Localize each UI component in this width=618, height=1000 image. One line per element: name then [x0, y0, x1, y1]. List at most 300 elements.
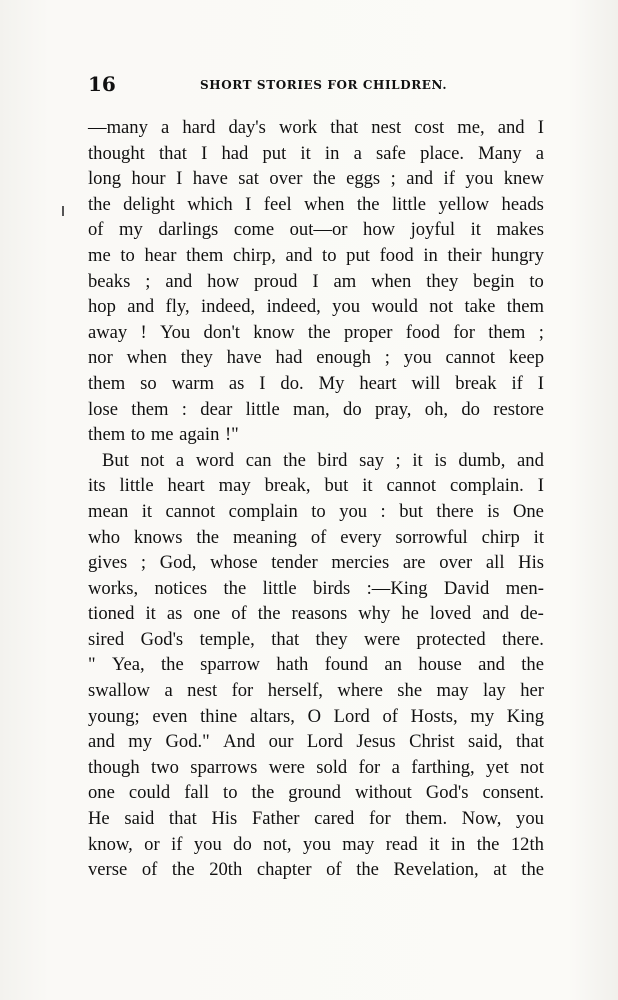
word: not: [520, 756, 544, 778]
word: it: [145, 603, 156, 625]
word: and: [497, 117, 525, 138]
word: sparrows: [190, 756, 258, 778]
word: again: [179, 424, 220, 446]
word: me: [150, 424, 174, 446]
word: at: [493, 859, 507, 881]
word: a: [353, 142, 362, 164]
word: you: [403, 347, 432, 369]
word: the: [476, 833, 500, 855]
word: take: [464, 296, 496, 318]
word: it: [533, 526, 544, 548]
word: One: [512, 500, 544, 522]
word: the: [307, 321, 331, 343]
text-line: [88, 166, 544, 192]
word: a: [160, 117, 170, 138]
word: proud: [254, 270, 298, 292]
word: bird: [317, 449, 348, 471]
word: God,: [159, 552, 197, 574]
word: keep: [508, 347, 544, 369]
word: cannot: [386, 475, 437, 497]
word: can: [245, 449, 272, 471]
word: tender: [271, 552, 318, 574]
word: nest: [187, 680, 218, 702]
word: ;: [390, 168, 396, 190]
word: chirp,: [233, 244, 276, 266]
word: indeed,: [200, 296, 256, 318]
word: reasons: [291, 603, 348, 625]
word: mean: [88, 500, 129, 522]
text-line: [88, 345, 544, 371]
word: a: [535, 142, 544, 164]
text-line: [88, 448, 544, 474]
word: when: [126, 347, 167, 369]
word: I: [537, 372, 544, 394]
word: ;: [395, 449, 401, 471]
word: our: [268, 731, 294, 753]
word: will: [411, 372, 441, 394]
word: tioned: [88, 603, 135, 625]
word: whose: [210, 552, 258, 574]
word: sired: [88, 628, 125, 650]
word: hear: [144, 244, 177, 266]
word: you: [302, 833, 331, 855]
word: cannot: [445, 347, 496, 369]
word: !": [224, 424, 239, 446]
word: sat: [238, 168, 259, 190]
word: of: [88, 219, 104, 241]
word: them: [88, 372, 126, 394]
word: dear: [200, 398, 233, 420]
word: had: [221, 142, 249, 164]
word: the: [257, 603, 281, 625]
word: joyful: [410, 219, 456, 241]
word: may: [436, 680, 469, 702]
word: a: [175, 449, 185, 471]
text-line: [88, 704, 544, 730]
word: and: [127, 296, 155, 318]
word: you: [193, 833, 222, 855]
word: may: [218, 475, 251, 497]
word: out—or: [289, 219, 348, 241]
word: know,: [88, 833, 133, 855]
word: her: [520, 680, 544, 702]
word: day's: [228, 117, 266, 138]
word: verse: [88, 859, 128, 881]
word: that: [159, 142, 187, 164]
word: them: [88, 424, 126, 446]
word: and: [482, 603, 510, 625]
word: it: [300, 142, 311, 164]
word: thine: [200, 705, 238, 727]
word: the: [88, 193, 111, 215]
word: God's: [140, 628, 184, 650]
word: put: [346, 244, 370, 266]
word: that: [330, 117, 359, 138]
word: 12th: [510, 833, 544, 855]
word: don't: [203, 321, 240, 343]
word: have: [226, 347, 262, 369]
word: meaning: [232, 526, 297, 548]
word: me: [88, 244, 111, 266]
word: that: [271, 628, 300, 650]
text-line: [88, 678, 544, 704]
text-line: [88, 217, 544, 243]
word: pray,: [374, 398, 412, 420]
word: do: [343, 398, 362, 420]
text-line: [88, 550, 544, 576]
text-line: [88, 652, 544, 678]
word: of: [141, 859, 158, 881]
word: yellow: [438, 193, 490, 215]
word: restore: [493, 398, 544, 420]
word: you: [465, 168, 494, 190]
word: I: [201, 142, 208, 164]
word: you: [339, 500, 368, 522]
word: over: [439, 552, 473, 574]
word: little: [262, 577, 297, 599]
word: for: [453, 321, 475, 343]
text-line: [88, 294, 544, 320]
text-line: [88, 371, 544, 397]
word: them: [506, 296, 544, 318]
word: sparrow: [200, 654, 260, 676]
word: the: [521, 654, 544, 676]
word: when: [304, 193, 345, 215]
word: mercies: [331, 552, 390, 574]
word: though: [88, 756, 140, 778]
word: ;: [538, 321, 544, 343]
word: place.: [420, 142, 464, 164]
word: am: [333, 270, 357, 292]
word: chapter: [256, 859, 312, 881]
word: oh,: [424, 398, 449, 420]
word: heart: [359, 372, 397, 394]
word: in: [450, 833, 466, 855]
word: warm: [171, 372, 214, 394]
word: And: [223, 731, 256, 753]
word: makes: [496, 219, 544, 241]
word: my: [470, 705, 495, 727]
word: the: [356, 193, 380, 215]
word: could: [128, 782, 171, 804]
word: complain: [228, 500, 298, 522]
word: hungry: [491, 244, 544, 266]
word: protected: [416, 628, 486, 650]
word: swallow: [88, 680, 150, 702]
word: come: [233, 219, 275, 241]
word: it: [362, 475, 373, 497]
word: I: [259, 372, 266, 394]
text-line: [88, 141, 544, 167]
word: knows: [133, 526, 183, 548]
word: that: [516, 731, 544, 753]
word: to: [130, 424, 146, 446]
word: it: [470, 219, 481, 241]
word: food: [405, 321, 440, 343]
word: I: [245, 193, 252, 215]
word: heart: [167, 475, 205, 497]
word: the: [356, 859, 379, 881]
text-line: [88, 397, 544, 423]
word: sorrowful: [395, 526, 468, 548]
word: to: [120, 244, 135, 266]
word: hour: [131, 168, 166, 190]
word: is: [487, 500, 500, 522]
word: cost: [414, 117, 445, 138]
word: me,: [457, 117, 485, 138]
word: as: [166, 603, 183, 625]
word: do: [233, 833, 252, 855]
word: I: [537, 475, 544, 497]
word: hard: [182, 117, 216, 138]
text-line: [88, 422, 544, 448]
word: found: [324, 654, 369, 676]
word: hop: [88, 296, 116, 318]
word: and: [406, 168, 434, 190]
word: little: [391, 193, 427, 215]
word: little: [245, 398, 280, 420]
text-line: [88, 269, 544, 295]
word: you: [516, 808, 544, 830]
word: fly,: [165, 296, 190, 318]
text-line: [88, 320, 544, 346]
word: house: [418, 654, 462, 676]
word: you: [332, 296, 361, 318]
word: the: [521, 859, 544, 881]
word: if: [443, 168, 455, 190]
word: how: [363, 219, 396, 241]
word: :—King: [366, 577, 428, 599]
word: Yea,: [111, 654, 145, 676]
word: of: [310, 526, 327, 548]
word: for: [368, 808, 391, 830]
text-line: [88, 857, 544, 883]
word: darlings: [158, 219, 219, 241]
word: lay: [483, 680, 506, 702]
text-line: [88, 576, 544, 602]
word: the: [171, 859, 195, 881]
word: is: [434, 449, 447, 471]
word: dumb,: [458, 449, 506, 471]
word: had: [275, 347, 303, 369]
word: two: [151, 756, 179, 778]
word: a: [391, 756, 400, 778]
word: to: [311, 500, 326, 522]
word: nor: [88, 347, 113, 369]
word: Lord: [306, 731, 343, 753]
word: eggs: [346, 168, 381, 190]
text-line: [88, 525, 544, 551]
text-line: [88, 243, 544, 269]
word: yet: [486, 756, 509, 778]
text-line: [88, 729, 544, 755]
text-line: [88, 806, 544, 832]
text-line: [88, 780, 544, 806]
text-line: [88, 832, 544, 858]
word: beaks: [88, 270, 131, 292]
word: ;: [140, 552, 147, 574]
word: not: [429, 296, 454, 318]
word: work: [278, 117, 318, 138]
word: ": [88, 654, 96, 676]
word: the: [283, 449, 306, 471]
word: in: [423, 244, 438, 266]
word: the: [223, 577, 247, 599]
word: Now,: [461, 808, 502, 830]
word: every: [340, 526, 382, 548]
word: why: [358, 603, 391, 625]
word: delight: [123, 193, 175, 215]
word: all: [485, 552, 505, 574]
word: and: [517, 449, 544, 471]
word: as: [228, 372, 245, 394]
word: enough: [316, 347, 371, 369]
running-title: SHORT STORIES FOR CHILDREN.: [200, 78, 448, 92]
word: say: [359, 449, 384, 471]
word: she: [397, 680, 423, 702]
word: consent.: [482, 782, 544, 804]
word: the: [251, 782, 275, 804]
word: how: [207, 270, 240, 292]
word: little: [119, 475, 154, 497]
word: their: [447, 244, 482, 266]
word: fall: [184, 782, 210, 804]
word: He: [88, 808, 110, 830]
word: of: [231, 603, 247, 625]
body-text: [88, 115, 544, 883]
text-line: [88, 192, 544, 218]
word: them: [131, 398, 169, 420]
word: where: [337, 680, 383, 702]
word: there.: [502, 628, 544, 650]
word: it: [412, 449, 423, 471]
word: But: [102, 449, 129, 471]
word: away: [88, 321, 128, 343]
text-line: [88, 627, 544, 653]
text-line: [88, 601, 544, 627]
word: proper: [343, 321, 393, 343]
word: would: [371, 296, 418, 318]
running-header: [88, 72, 544, 100]
word: knew: [503, 168, 544, 190]
word: are: [402, 552, 426, 574]
word: safe: [376, 142, 406, 164]
ink-mark: [62, 206, 64, 216]
word: complain.: [449, 475, 524, 497]
word: I: [312, 270, 319, 292]
word: break,: [264, 475, 311, 497]
word: said: [124, 808, 155, 830]
word: temple,: [199, 628, 255, 650]
word: them: [488, 321, 526, 343]
word: they: [315, 628, 348, 650]
word: and: [165, 270, 193, 292]
word: my: [128, 731, 153, 753]
word: :: [380, 500, 386, 522]
word: herself,: [267, 680, 323, 702]
word: without: [355, 782, 412, 804]
word: the: [196, 526, 220, 548]
word: farthing,: [411, 756, 475, 778]
word: in: [324, 142, 340, 164]
word: of: [326, 859, 342, 881]
word: he: [401, 603, 419, 625]
word: ground: [288, 782, 341, 804]
word: Christ: [409, 731, 455, 753]
word: put: [262, 142, 287, 164]
word: them: [186, 244, 224, 266]
word: —many: [88, 117, 148, 138]
word: of: [382, 705, 398, 727]
word: You: [160, 321, 191, 343]
word: a: [164, 680, 173, 702]
word: heads: [501, 193, 544, 215]
word: for: [231, 680, 254, 702]
word: hath: [276, 654, 309, 676]
word: one: [88, 782, 115, 804]
word: birds: [313, 577, 351, 599]
word: indeed,: [266, 296, 321, 318]
word: to: [529, 270, 544, 292]
word: the: [312, 168, 336, 190]
word: who: [88, 526, 121, 548]
word: they: [180, 347, 213, 369]
word: Jesus: [356, 731, 396, 753]
word: King: [506, 705, 544, 727]
word: ;: [145, 270, 151, 292]
word: them.: [405, 808, 448, 830]
word: works,: [88, 577, 139, 599]
text-line: [88, 115, 544, 141]
word: de-: [520, 603, 544, 625]
word: My: [318, 372, 345, 394]
word: men-: [505, 577, 544, 599]
word: to: [322, 244, 337, 266]
word: but: [399, 500, 423, 522]
word: not: [140, 449, 165, 471]
word: not,: [263, 833, 292, 855]
word: notices: [154, 577, 208, 599]
word: Many: [478, 142, 522, 164]
word: lose: [88, 398, 118, 420]
word: if: [171, 833, 183, 855]
word: chirp: [481, 526, 520, 548]
word: Father: [251, 808, 300, 830]
word: I: [537, 117, 544, 138]
word: thought: [88, 142, 145, 164]
word: loved: [429, 603, 472, 625]
word: His: [518, 552, 544, 574]
word: altars,: [249, 705, 295, 727]
word: ;: [384, 347, 390, 369]
word: so: [140, 372, 157, 394]
word: over: [269, 168, 303, 190]
word: that: [168, 808, 197, 830]
word: word: [195, 449, 235, 471]
word: God.": [165, 731, 210, 753]
word: nest: [371, 117, 402, 138]
word: if: [511, 372, 523, 394]
word: have: [192, 168, 228, 190]
word: Hosts,: [410, 705, 458, 727]
word: it: [429, 833, 440, 855]
word: even: [152, 705, 188, 727]
word: there: [436, 500, 474, 522]
word: do: [461, 398, 480, 420]
word: when: [371, 270, 412, 292]
word: long: [88, 168, 122, 190]
word: food: [379, 244, 414, 266]
